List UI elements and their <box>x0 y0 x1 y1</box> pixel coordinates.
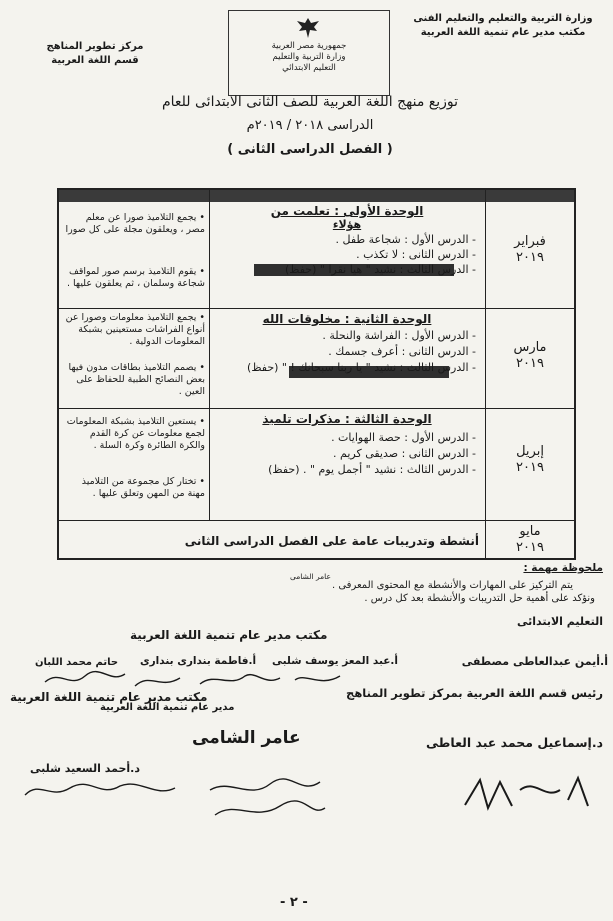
ministry-line-1: وزارة التربية والتعليم والتعليم الفنى <box>413 13 593 24</box>
activity-1: • يجمع التلاميذ صورا عن معلم مصر ، ويعلقون مجلة على كل صورا <box>65 212 205 235</box>
month-name: إبريل <box>516 444 544 459</box>
dept-head-title: رئيس قسم اللغة العربية بمركز تطوير المناهج <box>346 686 603 700</box>
activity-1: • يستعين التلاميذ بشبكة المعلومات لجمع معلومات عن كرة القدم والكرة الطائرة وكرة السلة . <box>66 416 205 451</box>
dr-ismail-name: د.إسماعيل محمد عبد العاطى <box>425 735 603 750</box>
lesson-1: - الدرس الأول : الفراشة والنحلة . <box>322 329 476 342</box>
signatory-name-1: أ.أيمن عبدالعاطى مصطفى <box>461 655 608 668</box>
unit-title: الوحدة الثانية : مخلوقات الله <box>262 312 432 326</box>
center-line-2: قسم اللغة العربية <box>51 55 139 66</box>
lesson-2: - الدرس الثانى : أعرف جسمك . <box>328 345 476 358</box>
office-primary-label: التعليم الابتدائى <box>516 615 603 628</box>
table-header-bar <box>59 190 574 202</box>
month-cell-may <box>489 524 571 556</box>
month-cell-apr <box>489 444 571 476</box>
unit-title: الوحدة الثالثة : مذكرات تلميذ <box>262 412 432 426</box>
lesson-1: - الدرس الأول : شجاعة طفل . <box>335 233 476 246</box>
signatory-name-4: حاتم محمد اللبان <box>35 657 119 668</box>
activity-2: • تختار كل مجموعة من التلاميذ مهنة من المهن وتعلق عليها . <box>81 476 205 499</box>
curriculum-center-header <box>20 40 170 68</box>
dr-ahmed-signature-icon <box>20 770 180 810</box>
eagle-emblem-icon <box>295 17 321 39</box>
ministry-line-2: مكتب مدير عام تنمية اللغة العربية <box>420 27 586 38</box>
unit-subtitle: هؤلاء <box>332 218 362 231</box>
month-name: مارس <box>513 340 547 355</box>
center-line-1: مركز تطوير المناهج <box>46 41 144 52</box>
activity-2: • يقوم التلاميذ برسم صور لمواقف شجاعة وسلمان ، ثم يعلقون عليها . <box>67 266 205 289</box>
general-manager-title: مدير عام تنمية اللغة العربية <box>100 702 235 713</box>
emblem-line-1: جمهورية مصر العربية <box>271 41 347 51</box>
stamp-signature-icon <box>200 770 330 830</box>
emblem-text <box>229 41 389 74</box>
unit-title: الوحدة الأولى : تعلمت من <box>270 204 424 218</box>
month-year: ٢٠١٩ <box>516 250 544 265</box>
doc-title-term: ( الفصل الدراسى الثانى ) <box>227 142 393 157</box>
row-divider-3 <box>59 520 574 521</box>
activity-1: • يجمع التلاميذ معلومات وصورا عن أنواع الفراشات مستعينين بشبكة المعلومات الدولية . <box>65 312 205 347</box>
general-manager-title-left: مكتب مدير عام تنمية اللغة العربية <box>10 690 208 704</box>
stamp-name: عامر الشامى <box>192 728 301 748</box>
month-name: فبراير <box>514 234 546 249</box>
month-year: ٢٠١٩ <box>516 460 544 475</box>
month-cell-feb <box>489 234 571 266</box>
dr-ahmed-name: د.أحمد السعيد شلبى <box>30 762 140 775</box>
doc-title-line-2: الدراسى ٢٠١٨ / ٢٠١٩م <box>246 118 374 133</box>
month-year: ٢٠١٩ <box>516 540 544 555</box>
office-general-manager-label: مكتب مدير عام تنمية اللغة العربية <box>130 628 328 642</box>
lesson-3: - الدرس الثالث : نشيد " هيا نقرا " (حفظ) <box>285 263 476 276</box>
lesson-2: - الدرس الثانى : لا تكذب . <box>356 248 476 261</box>
notes-title: ملحوظة مهمة : <box>523 562 603 574</box>
notes-stamp-small: عامر الشامى <box>290 572 331 581</box>
emblem-line-3: التعليم الابتدائي <box>282 63 336 73</box>
row-divider-1 <box>59 308 574 309</box>
ministry-header <box>403 12 603 40</box>
activity-2: • يصمم التلاميذ بطاقات مدون فيها بعض النصائح الطبية للحفاظ على العين . <box>68 362 205 397</box>
lesson-3: - الدرس الثالث : نشيد " أجمل يوم " . (حفظ) <box>268 463 476 476</box>
emblem-line-2: وزارة التربية والتعليم <box>272 52 346 62</box>
signatory-name-2: أ.عبد المعز يوسف شلبى <box>272 655 398 667</box>
table-divider-activity <box>209 190 210 520</box>
dr-ismail-signature-icon <box>460 770 600 820</box>
month-cell-mar <box>489 340 571 372</box>
lesson-1: - الدرس الأول : حصة الهوايات . <box>331 431 476 444</box>
page-number: - ٢ - <box>280 895 308 910</box>
month-name: مايو <box>519 524 541 539</box>
signatory-name-3: أ.فاطمة بندارى بندارى <box>140 655 257 667</box>
lesson-2: - الدرس الثانى : صديقى كريم . <box>333 447 476 460</box>
table-divider-month <box>485 190 486 558</box>
curriculum-table <box>57 188 576 560</box>
notes-line-2: ونؤكد على أهمية حل التدريبات والأنشطة بعد كل درس . <box>364 593 595 604</box>
may-row-text: أنشطة وتدريبات عامة على الفصل الدراسى الثانى <box>184 534 479 548</box>
doc-title-line-1: توزيع منهج اللغة العربية للصف الثانى الابتدائى للعام <box>161 94 459 110</box>
month-year: ٢٠١٩ <box>516 356 544 371</box>
lesson-3: - الدرس الثالث : نشيد " يا ربنا سبحانك ! " (حفظ) <box>247 361 476 374</box>
emblem-box <box>228 10 390 96</box>
notes-line-1: يتم التركيز على المهارات والأنشطة مع المحتوى المعرفى . <box>331 580 573 591</box>
row-divider-2 <box>59 408 574 409</box>
